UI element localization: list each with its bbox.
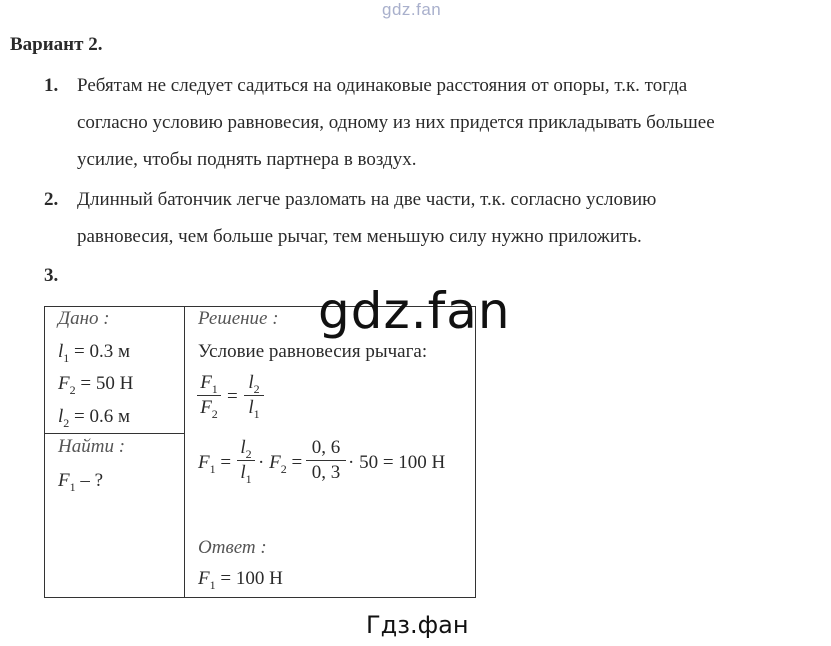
item-2-line-2: равновесия, чем больше рычаг, тем меньшую силу нужно приложить. — [77, 226, 642, 247]
numeric-numerator: 0, 6 — [311, 437, 341, 458]
find-F1: $F_1$ – ? — [58, 470, 104, 494]
item-1-line-1: Ребятам не следует садиться на одинаковые расстояния от опоры, т.к. тогда — [77, 75, 688, 96]
formula-result: · 50 = 100 Н — [348, 452, 446, 473]
answer-F1: $F_1 = 100$ Н — [198, 568, 283, 592]
formula-F1-label: $F_1$ = — [198, 452, 232, 476]
equilibrium-condition: Условие равновесия рычага: — [198, 341, 428, 362]
watermark-bottom: Гдз.фан — [366, 611, 469, 639]
item-1-line-2: согласно условию равновесия, одному из них придется прикладывать большее — [77, 112, 715, 133]
formula-numeric-fraction — [306, 437, 346, 484]
formula-l2-over-l1-2: $l_2$ $l_1$ — [237, 437, 255, 484]
given-l2-value: = 0.6 м — [74, 406, 131, 427]
equals-sign: = — [227, 386, 238, 407]
given-l1-value: = 0.3 м — [74, 341, 131, 362]
solution-header: Решение : — [198, 308, 279, 329]
answer-header: Ответ : — [198, 537, 267, 558]
find-F1-value: – ? — [80, 470, 104, 491]
numeric-denominator: 0, 3 — [311, 462, 341, 483]
item-1-number: 1. — [44, 75, 59, 96]
item-2-line-1: Длинный батончик легче разломать на две части, т.к. согласно условию — [77, 189, 657, 210]
given-header: Дано : — [58, 308, 110, 329]
formula-l2-over-l1: $l_2$ $l_1$ — [244, 372, 264, 419]
given-l1: $l_1 = 0.3$ м — [58, 341, 131, 365]
item-3-number: 3. — [44, 265, 59, 286]
watermark-top: gdz.fan — [382, 0, 442, 19]
find-header: Найти : — [58, 436, 126, 457]
given-F2: $F_2 = 50$ Н — [58, 373, 134, 397]
item-1-line-3: усилие, чтобы поднять партнера в воздух. — [77, 149, 417, 170]
watermark-center: gdz.fan — [318, 282, 511, 340]
answer-value: = 100 Н — [220, 568, 283, 589]
given-l2: $l_2 = 0.6$ м — [58, 406, 131, 430]
variant-title: Вариант 2. — [10, 34, 103, 55]
given-F2-value: = 50 Н — [80, 373, 134, 394]
item-1 — [44, 67, 797, 178]
formula-times-F2: · $F_2$ = — [258, 452, 303, 476]
formula-F1-over-F2: $F_1$ $F_2$ — [197, 372, 221, 419]
item-2-number: 2. — [44, 189, 59, 210]
given-find-divider — [44, 433, 184, 434]
item-2 — [44, 181, 797, 255]
